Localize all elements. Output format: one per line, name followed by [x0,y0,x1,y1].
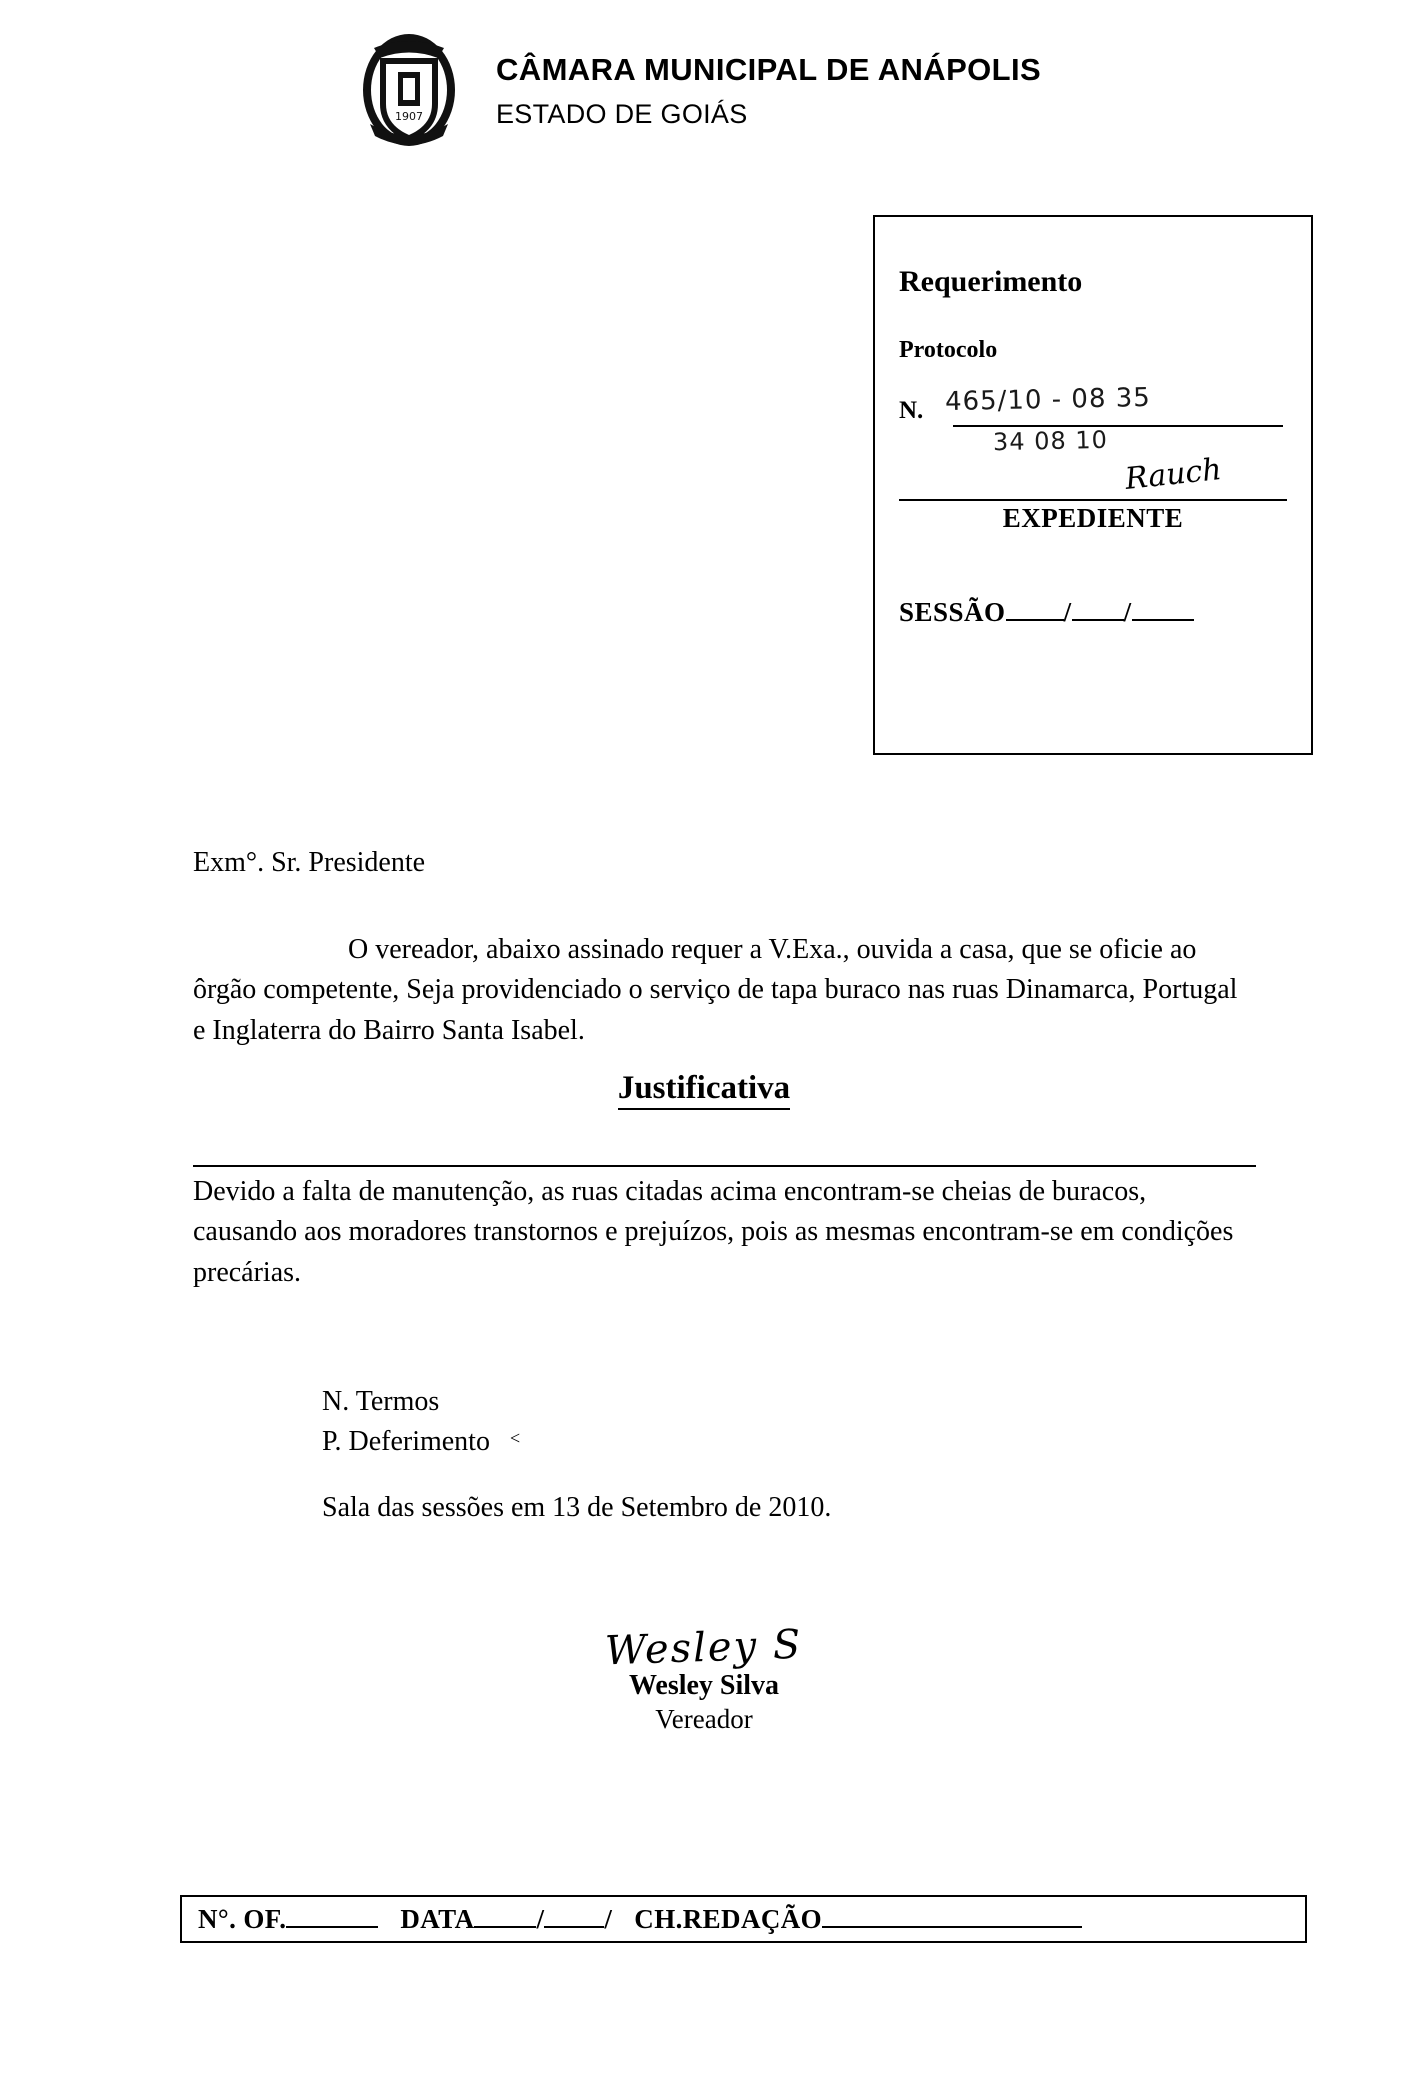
sessao-separator-1: / [1063,597,1072,627]
sessao-blank-1 [1006,619,1064,621]
justification-title [0,1070,1408,1107]
body-paragraph: O vereador, abaixo assinado requer a V.Exa., ouvida a casa, que se oficie ao ôrgão competente, Seja providenciado o serviço de tapa buraco nas ruas Dinamarca, Portugal e Inglaterra do Bairro Santa Isabel. [193,934,1238,1046]
expediente-label: EXPEDIENTE [1002,503,1184,533]
justification-rule [193,1165,1256,1167]
justification-title-text: Justificativa [618,1070,790,1110]
signer-name: Wesley Silva [628,1670,780,1701]
terms-line-2-wrapper [322,1422,520,1462]
signature-block [0,1621,1408,1735]
organization-state: ESTADO DE GOIÁS [496,98,748,129]
coat-of-arms-icon [350,28,468,158]
protocol-number-handwritten: 465/10 - 08 35 [944,382,1152,418]
terms-line-2: P. Deferimento [322,1425,490,1457]
protocol-number-prefix: N. [899,397,924,424]
svg-text:1907: 1907 [395,110,423,123]
footer-fields [198,1904,1082,1935]
organization-name: CÂMARA MUNICIPAL DE ANÁPOLIS [496,52,1042,87]
sessao-separator-2: / [1123,597,1132,627]
protocol-title: Requerimento [899,265,1083,298]
footer-data-label: DATA [400,1904,475,1934]
footer-date-blank-2 [544,1926,604,1928]
addressee: Exm°. Sr. Presidente [193,847,426,878]
terms-block [322,1382,520,1462]
sessao-blank-2 [1072,619,1124,621]
footer-of-label: N°. OF. [198,1904,287,1934]
protocol-signature-handwritten: Rauch [1123,452,1224,497]
protocol-number-rule [953,425,1283,427]
pen-mark-icon: ˂ [509,1427,521,1448]
sessao-field [899,597,1194,628]
handwritten-signature: Wesley S [604,1621,804,1675]
signer-role: Vereador [655,1704,753,1734]
footer-date-sep-1: / [536,1904,545,1934]
place-and-date: Sala das sessões em 13 de Setembro de 2010. [322,1492,832,1523]
footer-of-blank [286,1926,378,1928]
sessao-blank-3 [1132,619,1194,621]
footer-box [180,1895,1307,1943]
document-header [350,28,1041,158]
expediente-rule [899,499,1287,501]
terms-line-1: N. Termos [322,1386,440,1417]
protocol-date-handwritten: 34 08 10 [992,425,1109,457]
footer-date-blank-1 [474,1926,536,1928]
sessao-label: SESSÃO [899,597,1006,627]
footer-redacao-label: CH.REDAÇÃO [634,1904,823,1934]
justification-paragraph: Devido a falta de manutenção, as ruas citadas acima encontram-se cheias de buracos, causando aos moradores transtornos e prejuízos, pois as mesmas encontram-se em condições precárias. [193,1176,1234,1288]
footer-redacao-blank [822,1926,1082,1928]
protocol-label: Protocolo [899,337,998,363]
footer-date-sep-2: / [604,1904,613,1934]
protocol-box [873,215,1313,755]
